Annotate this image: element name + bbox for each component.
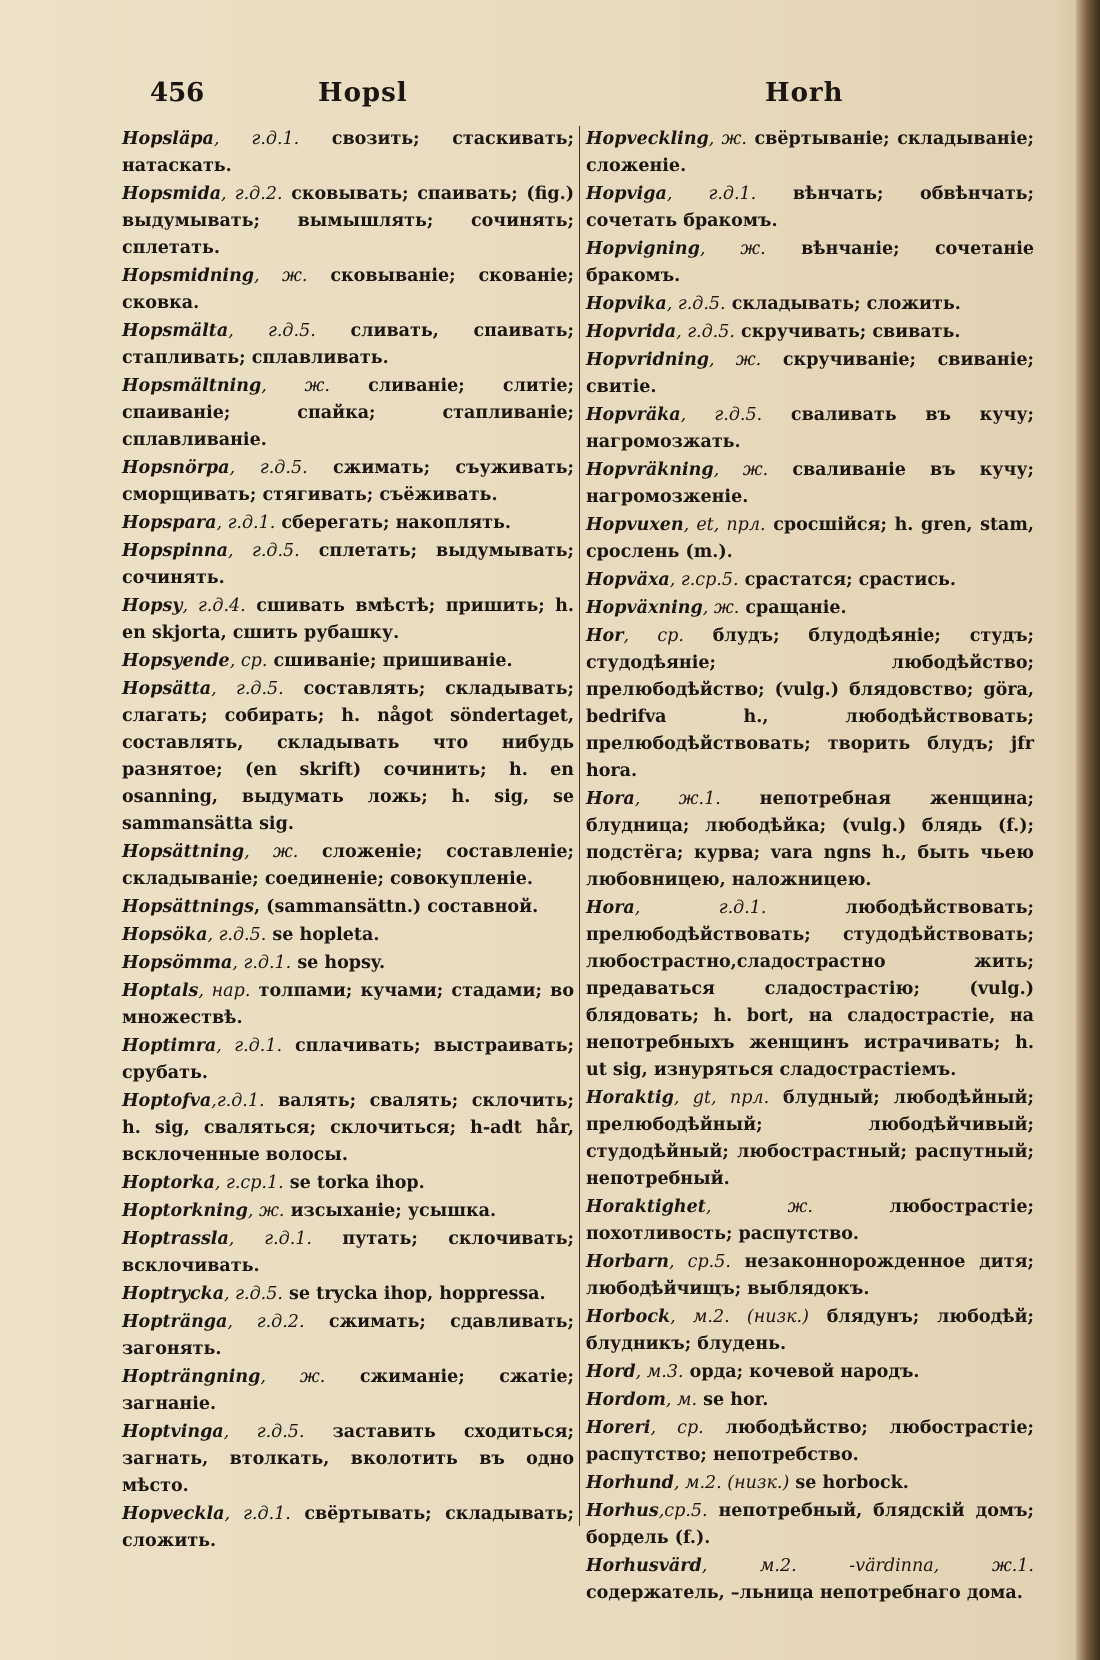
dictionary-entry	[586, 181, 1034, 235]
dictionary-entry	[122, 455, 574, 509]
dictionary-entry	[122, 978, 574, 1032]
entry-definition: изсыханіе; усышка.	[284, 1201, 497, 1221]
entry-definition: составлять; складывать; слагать; собирать; h. något söndertaget, составлять, складывать что нибудь разнятое; (en skrift) сочинить; h. en osanning, выдумать ложь; h. sig, se sammansätta sig.	[122, 679, 574, 834]
entry-grammar: , м.2. (низк.)	[673, 1473, 790, 1493]
entry-headword: Hopsättning	[122, 842, 245, 862]
entry-headword: Hoptals	[122, 981, 199, 1001]
entry-grammar: , г.д.1.	[224, 1504, 291, 1524]
entry-definition: сплачивать; выстраивать; срубать.	[122, 1036, 575, 1083]
entry-headword: Hoptrassla	[122, 1229, 229, 1249]
entry-grammar: , г.ср.1.	[214, 1173, 284, 1193]
dictionary-entry	[586, 1249, 1034, 1303]
entry-headword: Hopveckla	[122, 1504, 225, 1524]
entry-grammar: , ж.	[260, 1367, 326, 1387]
dictionary-entry	[586, 1387, 1034, 1414]
entry-grammar: , ж.	[713, 460, 769, 480]
dictionary-entry	[586, 895, 1034, 1084]
page-number: 456	[150, 78, 205, 108]
dictionary-entry	[122, 648, 574, 675]
entry-headword: Horaktig	[586, 1088, 674, 1108]
entry-grammar: , ж.	[699, 239, 766, 259]
dictionary-entry	[122, 894, 574, 921]
entry-definition: любодѣйствовать; прелюбодѣйствовать; студодѣйствовать; любострастно,сладострастно жить; предаваться сладострастію; (vulg.) блядовать; h. bort, на сладострастіе, на непотребныхъ женщинъ истрачивать; h. ut sig, изнуряться сладострастіемъ.	[586, 898, 1034, 1080]
entry-headword: Hopträngning	[122, 1367, 261, 1387]
entry-headword: Hopvrida	[586, 322, 677, 342]
dictionary-entry	[586, 1304, 1034, 1358]
entry-definition: непотребный, блядскій домъ; бордель (f.).	[586, 1501, 1034, 1548]
entry-grammar: , ж.	[705, 1197, 813, 1217]
entry-headword: Horhus	[586, 1501, 659, 1521]
entry-definition: сжиманіе; сжатіе; загнаніе.	[122, 1367, 574, 1414]
entry-definition: сковывать; спаивать; (fig.) выдумывать; вымышлять; сочинять; сплетать.	[122, 184, 575, 258]
entry-headword: Hora	[586, 898, 635, 918]
dictionary-entry	[586, 402, 1034, 456]
entry-headword: Hopvika	[586, 294, 667, 314]
entry-grammar: , г.д.1.	[666, 184, 757, 204]
entry-definition: сжимать; сдавливать; загонять.	[122, 1312, 575, 1359]
entry-headword: Hora	[586, 789, 635, 809]
dictionary-entry	[586, 623, 1034, 785]
entry-headword: Hoptofva	[122, 1091, 212, 1111]
entry-grammar: , г.д.4.	[182, 596, 246, 616]
entry-definition: se torka ihop.	[283, 1173, 425, 1193]
entry-grammar: , ж.	[708, 129, 747, 149]
entry-headword: Hopsöka	[122, 925, 208, 945]
running-head-right: Horh	[765, 78, 844, 108]
dictionary-entry	[122, 922, 574, 949]
entry-headword: Horeri	[586, 1418, 651, 1438]
entry-headword: Hopsättnings	[122, 897, 254, 917]
dictionary-entry	[122, 373, 574, 454]
entry-grammar: , г.д.1.	[216, 1036, 283, 1056]
entry-definition: вѣнчать; обвѣнчать; сочетать бракомъ.	[586, 184, 1035, 231]
entry-definition: сваливаніе въ кучу; нагромозженіе.	[586, 460, 1034, 507]
entry-grammar: , г.д.1.	[232, 953, 292, 973]
entry-definition: блядунъ; любодѣй; блудникъ; блудень.	[586, 1307, 1034, 1354]
entry-headword: Hopsätta	[122, 679, 212, 699]
dictionary-entry	[586, 595, 1034, 622]
dictionary-entry	[586, 319, 1034, 346]
entry-definition: se trycka ihop, hoppressa.	[282, 1284, 546, 1304]
entry-headword: Hoptimra	[122, 1036, 217, 1056]
dictionary-entry	[586, 457, 1034, 511]
entry-grammar: , г.д.5.	[224, 1284, 283, 1304]
dictionary-entry	[586, 1415, 1034, 1469]
entry-definition: любодѣйство; любострастіе; распутство; непотребство.	[586, 1418, 1034, 1465]
entry-grammar: , г.д.5.	[228, 321, 316, 341]
entry-definition: сберегать; накоплять.	[275, 513, 511, 533]
entry-headword: Hopveckling	[586, 129, 709, 149]
entry-headword: Hopväxa	[586, 570, 670, 590]
entry-definition: se hopsy.	[291, 953, 386, 973]
entry-grammar: , ср.5.	[668, 1252, 731, 1272]
entry-grammar: , г.д.5.	[666, 294, 726, 314]
entry-headword: Hopväxning	[586, 598, 703, 618]
entry-grammar: , м.	[665, 1390, 698, 1410]
dictionary-entry	[122, 1226, 574, 1280]
entry-definition: сложеніе; составленіе; складываніе; соединеніе; совокупленіе.	[122, 842, 574, 889]
entry-definition: se hor.	[697, 1390, 769, 1410]
dictionary-entry	[586, 1085, 1034, 1193]
entry-headword: Hopsmältning	[122, 376, 262, 396]
entry-grammar: , г.д.5.	[229, 458, 308, 478]
entry-definition: любострастіе; похотливость; распутство.	[586, 1197, 1034, 1244]
page-header	[150, 78, 850, 118]
dictionary-entry	[586, 1553, 1034, 1607]
entry-definition: сжимать; съуживать; сморщивать; стягивать; съёживать.	[122, 458, 575, 505]
entry-headword: Hordom	[586, 1390, 666, 1410]
entry-grammar: , г.д.5.	[680, 405, 763, 425]
entry-headword: Hopvigning	[586, 239, 700, 259]
dictionary-entry	[586, 1194, 1034, 1248]
entry-headword: Hopsmida	[122, 184, 222, 204]
dictionary-entry	[122, 1501, 574, 1555]
dictionary-entry	[586, 1359, 1034, 1386]
entry-headword: Hoptrycka	[122, 1284, 225, 1304]
entry-definition: блудный; любодѣйный; прелюбодѣйный; любодѣйчивый; студодѣйный; любострастный; распутный; непотребный.	[586, 1088, 1034, 1189]
entry-grammar: , г.д.5.	[223, 1422, 305, 1442]
dictionary-entry	[586, 512, 1034, 566]
entry-definition: содержатель, –льница непотребнаго дома.	[586, 1583, 1023, 1603]
entry-grammar: , ж.	[702, 598, 740, 618]
entry-grammar: , ж.	[709, 350, 762, 370]
entry-definition: заставить сходиться; загнать, втолкать, вколотить въ одно мѣсто.	[122, 1422, 575, 1496]
column-divider	[579, 126, 580, 1526]
entry-grammar: , г.д.2.	[221, 184, 283, 204]
dictionary-entry	[122, 1198, 574, 1225]
entry-grammar: , г.д.5.	[211, 679, 284, 699]
dictionary-entry	[122, 126, 574, 180]
entry-definition: сшиваніе; пришиваніе.	[267, 651, 513, 671]
dictionary-entry	[122, 318, 574, 372]
entry-definition: толпами; кучами; стадами; во множествѣ.	[122, 981, 574, 1028]
dictionary-entry	[122, 1309, 574, 1363]
entry-definition: свозить; стаскивать; натаскать.	[122, 129, 574, 176]
running-head-left: Hopsl	[318, 78, 408, 108]
entry-definition: сковываніе; скованіе; сковка.	[122, 266, 574, 313]
entry-definition: сливать, спаивать; стапливать; сплавливать.	[122, 321, 574, 368]
entry-headword: Hopspara	[122, 513, 217, 533]
left-column	[122, 126, 574, 1556]
entry-headword: Hopsömma	[122, 953, 233, 973]
entry-grammar: , г.д.2.	[227, 1312, 305, 1332]
entry-headword: Hopsnörpa	[122, 458, 230, 478]
dictionary-entry	[122, 538, 574, 592]
entry-grammar: , ср.	[623, 626, 684, 646]
entry-definition: незаконнорожденное дитя; любодѣйчищъ; выблядокъ.	[586, 1252, 1034, 1299]
entry-grammar: ,ср.5.	[658, 1501, 708, 1521]
entry-headword: Hoptränga	[122, 1312, 228, 1332]
entry-headword: Hopspinna	[122, 541, 228, 561]
entry-grammar: , et, прл.	[683, 515, 766, 535]
entry-definition: непотребная женщина; блудница; любодѣйка; (vulg.) блядь (f.); подстёга; курва; vara ngns h., быть чьею любовницею, наложницею.	[586, 789, 1035, 890]
entry-definition: сплетать; выдумывать; сочинять.	[122, 541, 574, 588]
dictionary-entry	[122, 510, 574, 537]
dictionary-entry	[122, 1364, 574, 1418]
entry-headword: Hor	[586, 626, 624, 646]
entry-definition: сращаніе.	[739, 598, 847, 618]
entry-definition: путать; склочивать; всклочивать.	[122, 1229, 574, 1276]
entry-headword: Hopvräkning	[586, 460, 714, 480]
entry-headword: Hopvridning	[586, 350, 710, 370]
entry-definition: se horbock.	[789, 1473, 909, 1493]
dictionary-entry	[122, 676, 574, 838]
entry-definition: блудъ; блудодѣяніе; студъ; студодѣяніе; любодѣйство; прелюбодѣйство; (vulg.) блядовство; göra, bedrifva h., любодѣйствовать; прелюбодѣйствовать; творить блудъ; jfr hora.	[586, 626, 1034, 781]
entry-grammar: , г.д.1.	[634, 898, 767, 918]
entry-definition: срастатся; срастись.	[738, 570, 957, 590]
entry-headword: Horbock	[586, 1307, 671, 1327]
entry-definition: вѣнчаніе; сочетаніе бракомъ.	[586, 239, 1034, 286]
entry-grammar: , г.ср.5.	[669, 570, 739, 590]
entry-headword: Hoptorka	[122, 1173, 215, 1193]
entry-definition: скручивать; свивать.	[734, 322, 961, 342]
entry-headword: Horaktighet	[586, 1197, 706, 1217]
dictionary-entry	[586, 786, 1034, 894]
entry-headword: Horbarn	[586, 1252, 669, 1272]
entry-definition: свёртывать; складывать; сложить.	[122, 1504, 575, 1551]
dictionary-entry	[122, 593, 574, 647]
dictionary-entry	[122, 181, 574, 262]
entry-definition: сросшійся; h. gren, stam, срослень (m.).	[586, 515, 1034, 562]
entry-definition: сливаніе; слитіе; спаиваніе; спайка; стапливаніе; сплавливаніе.	[122, 376, 574, 450]
dictionary-entry	[586, 347, 1034, 401]
entry-headword: Horhund	[586, 1473, 674, 1493]
page-binding-edge	[1076, 0, 1100, 1660]
entry-grammar: , м.2. -värdinna, ж.1.	[701, 1556, 1034, 1576]
dictionary-entry	[122, 1281, 574, 1308]
entry-headword: Horhusvärd	[586, 1556, 702, 1576]
entry-definition: se hopleta.	[266, 925, 380, 945]
dictionary-entry	[586, 1470, 1034, 1497]
entry-headword: Hopsyende	[122, 651, 230, 671]
entry-grammar: , г.д.1.	[216, 513, 276, 533]
entry-headword: Hopsläpa	[122, 129, 214, 149]
entry-grammar: , г.д.5.	[207, 925, 267, 945]
entry-grammar: , м.3.	[635, 1362, 684, 1382]
entry-grammar: , г.д.1.	[213, 129, 300, 149]
dictionary-entry	[586, 567, 1034, 594]
dictionary-entry	[122, 1033, 574, 1087]
entry-grammar: , ср.	[650, 1418, 704, 1438]
entry-definition: свёртываніе; складываніе; сложеніе.	[586, 129, 1034, 176]
right-column	[586, 126, 1034, 1608]
dictionary-entry	[586, 1498, 1034, 1552]
entry-headword: Hopvräka	[586, 405, 681, 425]
entry-headword: Hoptorkning	[122, 1201, 248, 1221]
entry-grammar: , г.д.5.	[676, 322, 735, 342]
dictionary-entry	[122, 950, 574, 977]
entry-grammar: , м.2. (низк.)	[670, 1307, 809, 1327]
entry-definition: складывать; сложить.	[725, 294, 961, 314]
entry-definition: сшивать вмѣстѣ; пришить; h. en skjorta, сшить рубашку.	[122, 596, 574, 643]
entry-definition: скручиваніе; свиваніе; свитіе.	[586, 350, 1034, 397]
entry-headword: Hopsmälta	[122, 321, 229, 341]
entry-grammar: , г.д.5.	[227, 541, 300, 561]
entry-definition: валять; свалять; склочить; h. sig, сваляться; склочиться; h-adt hår, всклоченные волосы.	[122, 1091, 574, 1165]
entry-grammar: , gt, прл.	[673, 1088, 770, 1108]
entry-grammar: , ж.	[261, 376, 330, 396]
entry-definition: , (sammansättn.) составной.	[254, 897, 539, 917]
entry-headword: Hopvuxen	[586, 515, 684, 535]
entry-grammar: , ж.	[244, 842, 299, 862]
entry-grammar: , ж.1.	[634, 789, 721, 809]
dictionary-entry	[586, 291, 1034, 318]
entry-grammar: ,г.д.1.	[211, 1091, 265, 1111]
dictionary-entry	[122, 263, 574, 317]
entry-grammar: , г.д.1.	[228, 1229, 312, 1249]
entry-headword: Hopviga	[586, 184, 667, 204]
dictionary-entry	[586, 126, 1034, 180]
entry-grammar: , нар.	[198, 981, 251, 1001]
dictionary-entry	[122, 1419, 574, 1500]
entry-headword: Hoptvinga	[122, 1422, 224, 1442]
dictionary-entry	[586, 236, 1034, 290]
entry-grammar: , ж.	[247, 1201, 285, 1221]
entry-definition: орда; кочевой народъ.	[683, 1362, 920, 1382]
dictionary-entry	[122, 839, 574, 893]
entry-headword: Hord	[586, 1362, 636, 1382]
dictionary-entry	[122, 1170, 574, 1197]
entry-headword: Hopsmidning	[122, 266, 255, 286]
entry-definition: сваливать въ кучу; нагромозжать.	[586, 405, 1034, 452]
dictionary-entry	[122, 1088, 574, 1169]
entry-grammar: , ж.	[254, 266, 308, 286]
entry-headword: Hopsy	[122, 596, 183, 616]
entry-grammar: , ср.	[229, 651, 268, 671]
